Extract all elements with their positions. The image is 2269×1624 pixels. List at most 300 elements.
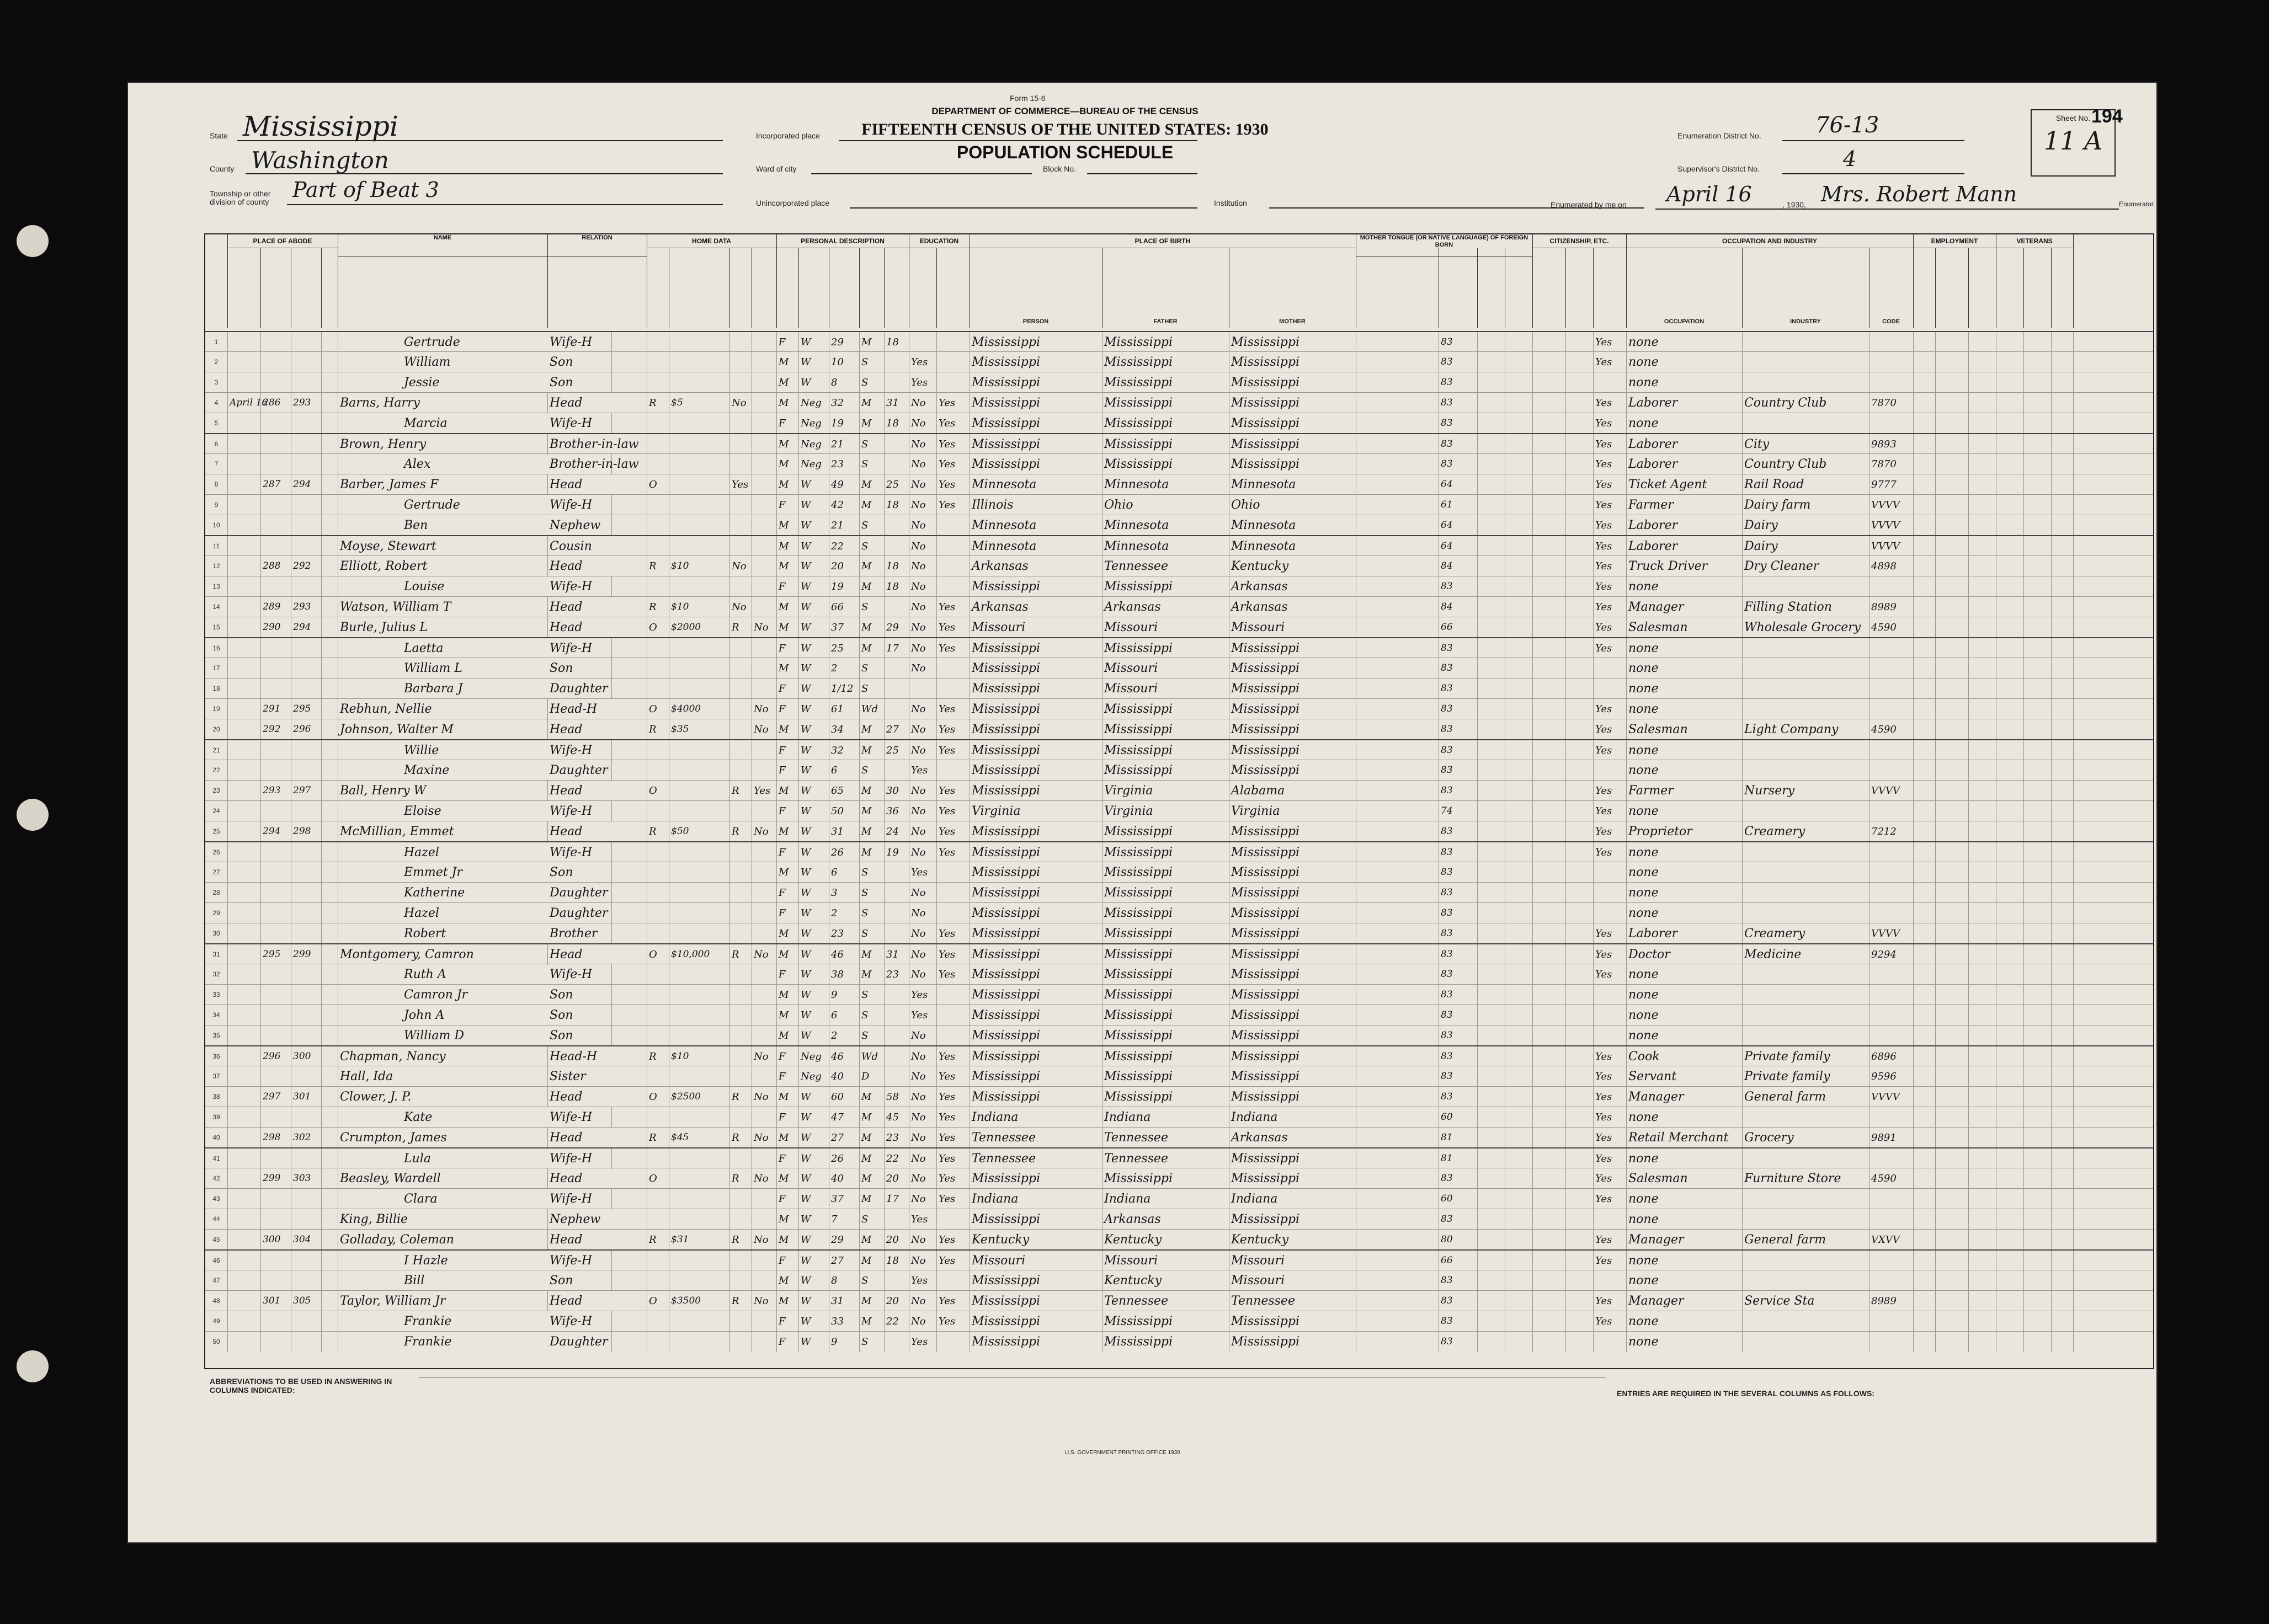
county-value: Washington <box>251 147 389 174</box>
cell-school: No <box>909 1189 937 1209</box>
cell-read <box>936 862 970 883</box>
cell-class <box>1913 964 1936 985</box>
cell-mpob: Mississippi <box>1229 883 1356 903</box>
cell-eng: Yes <box>1593 1148 1627 1169</box>
cell-race: W <box>798 1270 829 1291</box>
cell-name: Frankie <box>338 1311 612 1332</box>
cell-read: Yes <box>936 821 970 842</box>
cell-ocode: 7870 <box>1869 454 1914 474</box>
cell-agem <box>884 372 909 393</box>
cell-radio: Yes <box>729 474 752 495</box>
cell-c2 <box>1477 883 1505 903</box>
cell-mpob: Mississippi <box>1229 1311 1356 1332</box>
cell-nat <box>1565 1107 1594 1128</box>
cell-ocode <box>1869 1005 1914 1025</box>
cell-pob: Mississippi <box>970 699 1102 719</box>
cell-dw: 293 <box>260 781 291 801</box>
cell-work <box>1935 617 1969 638</box>
cell-imm <box>1532 985 1566 1005</box>
census-row <box>205 555 2153 576</box>
cell-vet <box>1996 597 2024 617</box>
cell-imm <box>1532 556 1566 576</box>
enum-district-value: 76-13 <box>1815 113 1879 138</box>
cell-nat <box>1565 801 1594 821</box>
cell-farm <box>752 1005 777 1025</box>
cell-race: W <box>798 638 829 659</box>
cell-fpob: Mississippi <box>1102 1332 1229 1352</box>
cell-code: 83 <box>1439 760 1478 781</box>
cell-class <box>1913 923 1936 944</box>
column-header <box>1913 248 1936 328</box>
census-row <box>205 453 2153 474</box>
cell-fam <box>291 801 322 821</box>
cell-mar: M <box>859 964 885 985</box>
cell-class <box>1913 515 1936 536</box>
cell-value <box>669 1066 730 1087</box>
cell-blank <box>321 393 338 413</box>
cell-date <box>227 1332 261 1352</box>
cell-vet <box>1996 495 2024 515</box>
cell-value: $3500 <box>669 1291 730 1311</box>
cell-work <box>1935 801 1969 821</box>
cell-radio: R <box>729 1128 752 1148</box>
cell-code: 74 <box>1439 801 1478 821</box>
cell-code: 83 <box>1439 1005 1478 1025</box>
cell-radio <box>729 1066 752 1087</box>
cell-value <box>669 781 730 801</box>
cell-value <box>669 1107 730 1128</box>
cell-value <box>669 1311 730 1332</box>
cell-tenure <box>647 760 669 781</box>
cell-blank <box>321 1251 338 1271</box>
cell-occ: Salesman <box>1626 617 1743 638</box>
cell-school: No <box>909 781 937 801</box>
cell-fam: 294 <box>291 474 322 495</box>
block-label: Block No. <box>1043 164 1076 173</box>
cell-value <box>669 903 730 923</box>
column-header <box>669 248 730 328</box>
cell-c3 <box>1505 434 1533 455</box>
cell-c3 <box>1505 944 1533 965</box>
cell-c2 <box>1477 781 1505 801</box>
cell-mar: M <box>859 576 885 597</box>
census-row <box>205 1025 2153 1046</box>
cell-pob: Mississippi <box>970 679 1102 699</box>
cell-fpob: Missouri <box>1102 658 1229 679</box>
cell-sex: M <box>776 1128 799 1148</box>
enumerator-label: Enumerator. <box>2119 200 2155 208</box>
cell-ocode: 4898 <box>1869 556 1914 576</box>
cell-eng: Yes <box>1593 699 1627 719</box>
cell-imm <box>1532 1148 1566 1169</box>
cell-code: 83 <box>1439 985 1478 1005</box>
cell-school: No <box>909 1128 937 1148</box>
cell-date <box>227 1148 261 1169</box>
cell-war <box>2023 536 2052 557</box>
cell-code: 61 <box>1439 495 1478 515</box>
abbrev-table <box>419 1377 1606 1455</box>
cell-code: 81 <box>1439 1148 1478 1169</box>
cell-tenure <box>647 1332 669 1352</box>
group-header-education: EDUCATION <box>909 234 970 248</box>
cell-occ: none <box>1626 1332 1743 1352</box>
cell-dw <box>260 454 291 474</box>
cell-c2 <box>1477 352 1505 372</box>
cell-fam: 301 <box>291 1087 322 1107</box>
cell-fpob: Virginia <box>1102 781 1229 801</box>
cell-school: Yes <box>909 862 937 883</box>
cell-name: Rebhun, Nellie <box>338 699 548 719</box>
cell-nat <box>1565 413 1594 434</box>
cell-radio <box>729 923 752 944</box>
row-number: 26 <box>205 842 228 863</box>
cell-value <box>669 638 730 659</box>
cell-rel: Head <box>547 597 647 617</box>
row-number: 39 <box>205 1107 228 1128</box>
cell-tenure <box>647 740 669 761</box>
column-header: FATHER <box>1102 248 1229 328</box>
cell-imm <box>1532 781 1566 801</box>
cell-war <box>2023 495 2052 515</box>
row-number: 27 <box>205 862 228 883</box>
cell-age: 46 <box>829 944 860 965</box>
cell-c3 <box>1505 495 1533 515</box>
cell-mpob: Mississippi <box>1229 862 1356 883</box>
cell-mpob: Mississippi <box>1229 1332 1356 1352</box>
row-number: 14 <box>205 597 228 617</box>
cell-code: 83 <box>1439 372 1478 393</box>
row-number: 25 <box>205 821 228 842</box>
cell-rel: Wife-H <box>547 1107 647 1128</box>
cell-pob: Mississippi <box>970 576 1102 597</box>
census-row <box>205 943 2153 965</box>
cell-age: 31 <box>829 1291 860 1311</box>
column-header <box>647 248 669 328</box>
cell-eng: Yes <box>1593 393 1627 413</box>
cell-war <box>2023 1332 2052 1352</box>
cell-mpob: Alabama <box>1229 781 1356 801</box>
cell-nat <box>1565 352 1594 372</box>
cell-sex: F <box>776 801 799 821</box>
census-row <box>205 862 2153 883</box>
cell-nat <box>1565 1230 1594 1250</box>
cell-class <box>1913 1168 1936 1189</box>
cell-pob: Mississippi <box>970 781 1102 801</box>
cell-tongue <box>1356 434 1439 455</box>
cell-farm: No <box>752 1291 777 1311</box>
cell-fam <box>291 495 322 515</box>
cell-mpob: Mississippi <box>1229 923 1356 944</box>
cell-c2 <box>1477 1311 1505 1332</box>
cell-date <box>227 1251 261 1271</box>
cell-rel: Wife-H <box>547 1148 647 1169</box>
cell-radio: R <box>729 1168 752 1189</box>
cell-rel: Brother <box>547 923 647 944</box>
cell-code: 83 <box>1439 679 1478 699</box>
cell-mpob: Mississippi <box>1229 372 1356 393</box>
cell-radio <box>729 1189 752 1209</box>
cell-school: No <box>909 413 937 434</box>
cell-farm: No <box>752 719 777 740</box>
cell-race: W <box>798 556 829 576</box>
cell-blank <box>321 964 338 985</box>
cell-value <box>669 1005 730 1025</box>
cell-c2 <box>1477 1270 1505 1291</box>
cell-imm <box>1532 699 1566 719</box>
cell-class <box>1913 842 1936 863</box>
cell-pob: Mississippi <box>970 352 1102 372</box>
cell-class <box>1913 1251 1936 1271</box>
cell-code: 83 <box>1439 781 1478 801</box>
cell-mpob: Mississippi <box>1229 821 1356 842</box>
cell-war <box>2023 944 2052 965</box>
cell-date <box>227 985 261 1005</box>
cell-tongue <box>1356 1087 1439 1107</box>
cell-fam <box>291 923 322 944</box>
cell-race: W <box>798 1251 829 1271</box>
cell-pob: Mississippi <box>970 760 1102 781</box>
cell-war <box>2023 1230 2052 1250</box>
cell-name: Jessie <box>338 372 612 393</box>
enumerated-date: April 16 <box>1666 182 1752 206</box>
cell-tongue <box>1356 352 1439 372</box>
cell-read: Yes <box>936 393 970 413</box>
cell-work <box>1935 1046 1969 1067</box>
cell-pob: Minnesota <box>970 536 1102 557</box>
census-row <box>205 698 2153 719</box>
cell-sex: F <box>776 1046 799 1067</box>
cell-ind: Wholesale Grocery <box>1742 617 1869 638</box>
cell-war <box>2023 352 2052 372</box>
cell-nat <box>1565 719 1594 740</box>
cell-date <box>227 413 261 434</box>
cell-eng: Yes <box>1593 352 1627 372</box>
cell-farmno <box>2051 638 2074 659</box>
cell-rel: Head <box>547 1230 647 1250</box>
cell-date <box>227 1087 261 1107</box>
cell-mpob: Mississippi <box>1229 1025 1356 1046</box>
cell-tongue <box>1356 740 1439 761</box>
cell-mpob: Kentucky <box>1229 556 1356 576</box>
cell-ocode <box>1869 699 1914 719</box>
cell-class <box>1913 372 1936 393</box>
cell-code: 64 <box>1439 536 1478 557</box>
cell-tongue <box>1356 679 1439 699</box>
cell-age: 65 <box>829 781 860 801</box>
cell-farmno <box>2051 332 2074 352</box>
cell-ocode <box>1869 740 1914 761</box>
column-header: MOTHER <box>1229 248 1356 328</box>
cell-vet <box>1996 536 2024 557</box>
cell-sex: F <box>776 1189 799 1209</box>
cell-mar: M <box>859 1251 885 1271</box>
row-number: 7 <box>205 454 228 474</box>
cell-date <box>227 883 261 903</box>
cell-vet <box>1996 1251 2024 1271</box>
cell-school: No <box>909 883 937 903</box>
cell-sex: M <box>776 393 799 413</box>
cell-line <box>1968 781 1996 801</box>
cell-code: 83 <box>1439 1291 1478 1311</box>
cell-agem <box>884 434 909 455</box>
census-grid <box>204 233 2154 1369</box>
cell-race: W <box>798 801 829 821</box>
cell-vet <box>1996 434 2024 455</box>
cell-age: 6 <box>829 760 860 781</box>
cell-tenure <box>647 372 669 393</box>
cell-farm <box>752 883 777 903</box>
cell-pob: Indiana <box>970 1189 1102 1209</box>
cell-name: I Hazle <box>338 1251 612 1271</box>
cell-occ: none <box>1626 842 1743 863</box>
cell-nat <box>1565 638 1594 659</box>
row-number: 3 <box>205 372 228 393</box>
cell-war <box>2023 393 2052 413</box>
cell-code: 83 <box>1439 434 1478 455</box>
census-row <box>205 515 2153 536</box>
cell-occ: Servant <box>1626 1066 1743 1087</box>
cell-fpob: Mississippi <box>1102 576 1229 597</box>
cell-agem <box>884 597 909 617</box>
column-header <box>1439 248 1478 328</box>
cell-age: 42 <box>829 495 860 515</box>
cell-sex: F <box>776 1107 799 1128</box>
cell-farm <box>752 1311 777 1332</box>
cell-tongue <box>1356 801 1439 821</box>
cell-ind: General farm <box>1742 1087 1869 1107</box>
cell-farm: Yes <box>752 781 777 801</box>
cell-race: Neg <box>798 454 829 474</box>
cell-class <box>1913 1270 1936 1291</box>
cell-radio <box>729 679 752 699</box>
cell-tongue <box>1356 495 1439 515</box>
cell-rel: Head <box>547 617 647 638</box>
row-number: 8 <box>205 474 228 495</box>
cell-imm <box>1532 1005 1566 1025</box>
cell-rel: Nephew <box>547 1209 647 1230</box>
column-header <box>1968 248 1996 328</box>
cell-vet <box>1996 1168 2024 1189</box>
cell-fam <box>291 515 322 536</box>
cell-vet <box>1996 964 2024 985</box>
cell-pob: Kentucky <box>970 1230 1102 1250</box>
cell-race: W <box>798 842 829 863</box>
cell-class <box>1913 944 1936 965</box>
cell-war <box>2023 1005 2052 1025</box>
cell-line <box>1968 1087 1996 1107</box>
cell-name: Barbara J <box>338 679 612 699</box>
cell-tenure <box>647 495 669 515</box>
cell-class <box>1913 1332 1936 1352</box>
cell-farmno <box>2051 883 2074 903</box>
cell-rel: Son <box>547 862 647 883</box>
cell-mpob: Arkansas <box>1229 597 1356 617</box>
cell-nat <box>1565 1148 1594 1169</box>
cell-mpob: Mississippi <box>1229 454 1356 474</box>
cell-ocode <box>1869 801 1914 821</box>
cell-dw: 298 <box>260 1128 291 1148</box>
cell-rel: Head <box>547 821 647 842</box>
cell-radio <box>729 576 752 597</box>
cell-age: 3 <box>829 883 860 903</box>
cell-race: W <box>798 862 829 883</box>
cell-radio <box>729 658 752 679</box>
cell-blank <box>321 801 338 821</box>
cell-blank <box>321 883 338 903</box>
cell-fpob: Mississippi <box>1102 985 1229 1005</box>
cell-occ: none <box>1626 679 1743 699</box>
cell-c3 <box>1505 903 1533 923</box>
cell-farm <box>752 1025 777 1046</box>
cell-mar: M <box>859 393 885 413</box>
census-row <box>205 1209 2153 1230</box>
cell-code: 83 <box>1439 332 1478 352</box>
cell-pob: Arkansas <box>970 556 1102 576</box>
cell-blank <box>321 597 338 617</box>
cell-c3 <box>1505 883 1533 903</box>
cell-imm <box>1532 1046 1566 1067</box>
cell-ind <box>1742 658 1869 679</box>
cell-mar: M <box>859 1311 885 1332</box>
cell-mar: M <box>859 474 885 495</box>
cell-farmno <box>2051 474 2074 495</box>
cell-farmno <box>2051 454 2074 474</box>
cell-fam <box>291 454 322 474</box>
cell-line <box>1968 638 1996 659</box>
column-header <box>909 248 937 328</box>
cell-sex: M <box>776 474 799 495</box>
cell-dw <box>260 658 291 679</box>
entries-title: ENTRIES ARE REQUIRED IN THE SEVERAL COLUMNS AS FOLLOWS: <box>1617 1389 1874 1398</box>
cell-sex: M <box>776 597 799 617</box>
cell-mpob: Mississippi <box>1229 985 1356 1005</box>
census-row <box>205 1229 2153 1250</box>
cell-ocode: 9596 <box>1869 1066 1914 1087</box>
cell-pob: Mississippi <box>970 454 1102 474</box>
cell-school: No <box>909 1107 937 1128</box>
row-number: 18 <box>205 679 228 699</box>
cell-dw: 289 <box>260 597 291 617</box>
cell-c2 <box>1477 1107 1505 1128</box>
cell-blank <box>321 760 338 781</box>
cell-class <box>1913 1291 1936 1311</box>
incorporated-label: Incorporated place <box>756 131 820 140</box>
cell-agem <box>884 862 909 883</box>
cell-eng <box>1593 1332 1627 1352</box>
cell-value <box>669 495 730 515</box>
cell-rel: Daughter <box>547 679 647 699</box>
cell-radio: No <box>729 556 752 576</box>
cell-school: No <box>909 1046 937 1067</box>
cell-tenure <box>647 923 669 944</box>
cell-mpob: Missouri <box>1229 617 1356 638</box>
cell-occ: Laborer <box>1626 434 1743 455</box>
cell-mar: M <box>859 1230 885 1250</box>
cell-imm <box>1532 1311 1566 1332</box>
cell-mpob: Virginia <box>1229 801 1356 821</box>
cell-blank <box>321 352 338 372</box>
cell-occ: Laborer <box>1626 454 1743 474</box>
cell-read: Yes <box>936 474 970 495</box>
cell-rel: Wife-H <box>547 801 647 821</box>
cell-sex: F <box>776 1251 799 1271</box>
cell-dw <box>260 576 291 597</box>
cell-read: Yes <box>936 1230 970 1250</box>
cell-date <box>227 576 261 597</box>
cell-blank <box>321 1087 338 1107</box>
cell-mpob: Mississippi <box>1229 1005 1356 1025</box>
cell-c3 <box>1505 1148 1533 1169</box>
